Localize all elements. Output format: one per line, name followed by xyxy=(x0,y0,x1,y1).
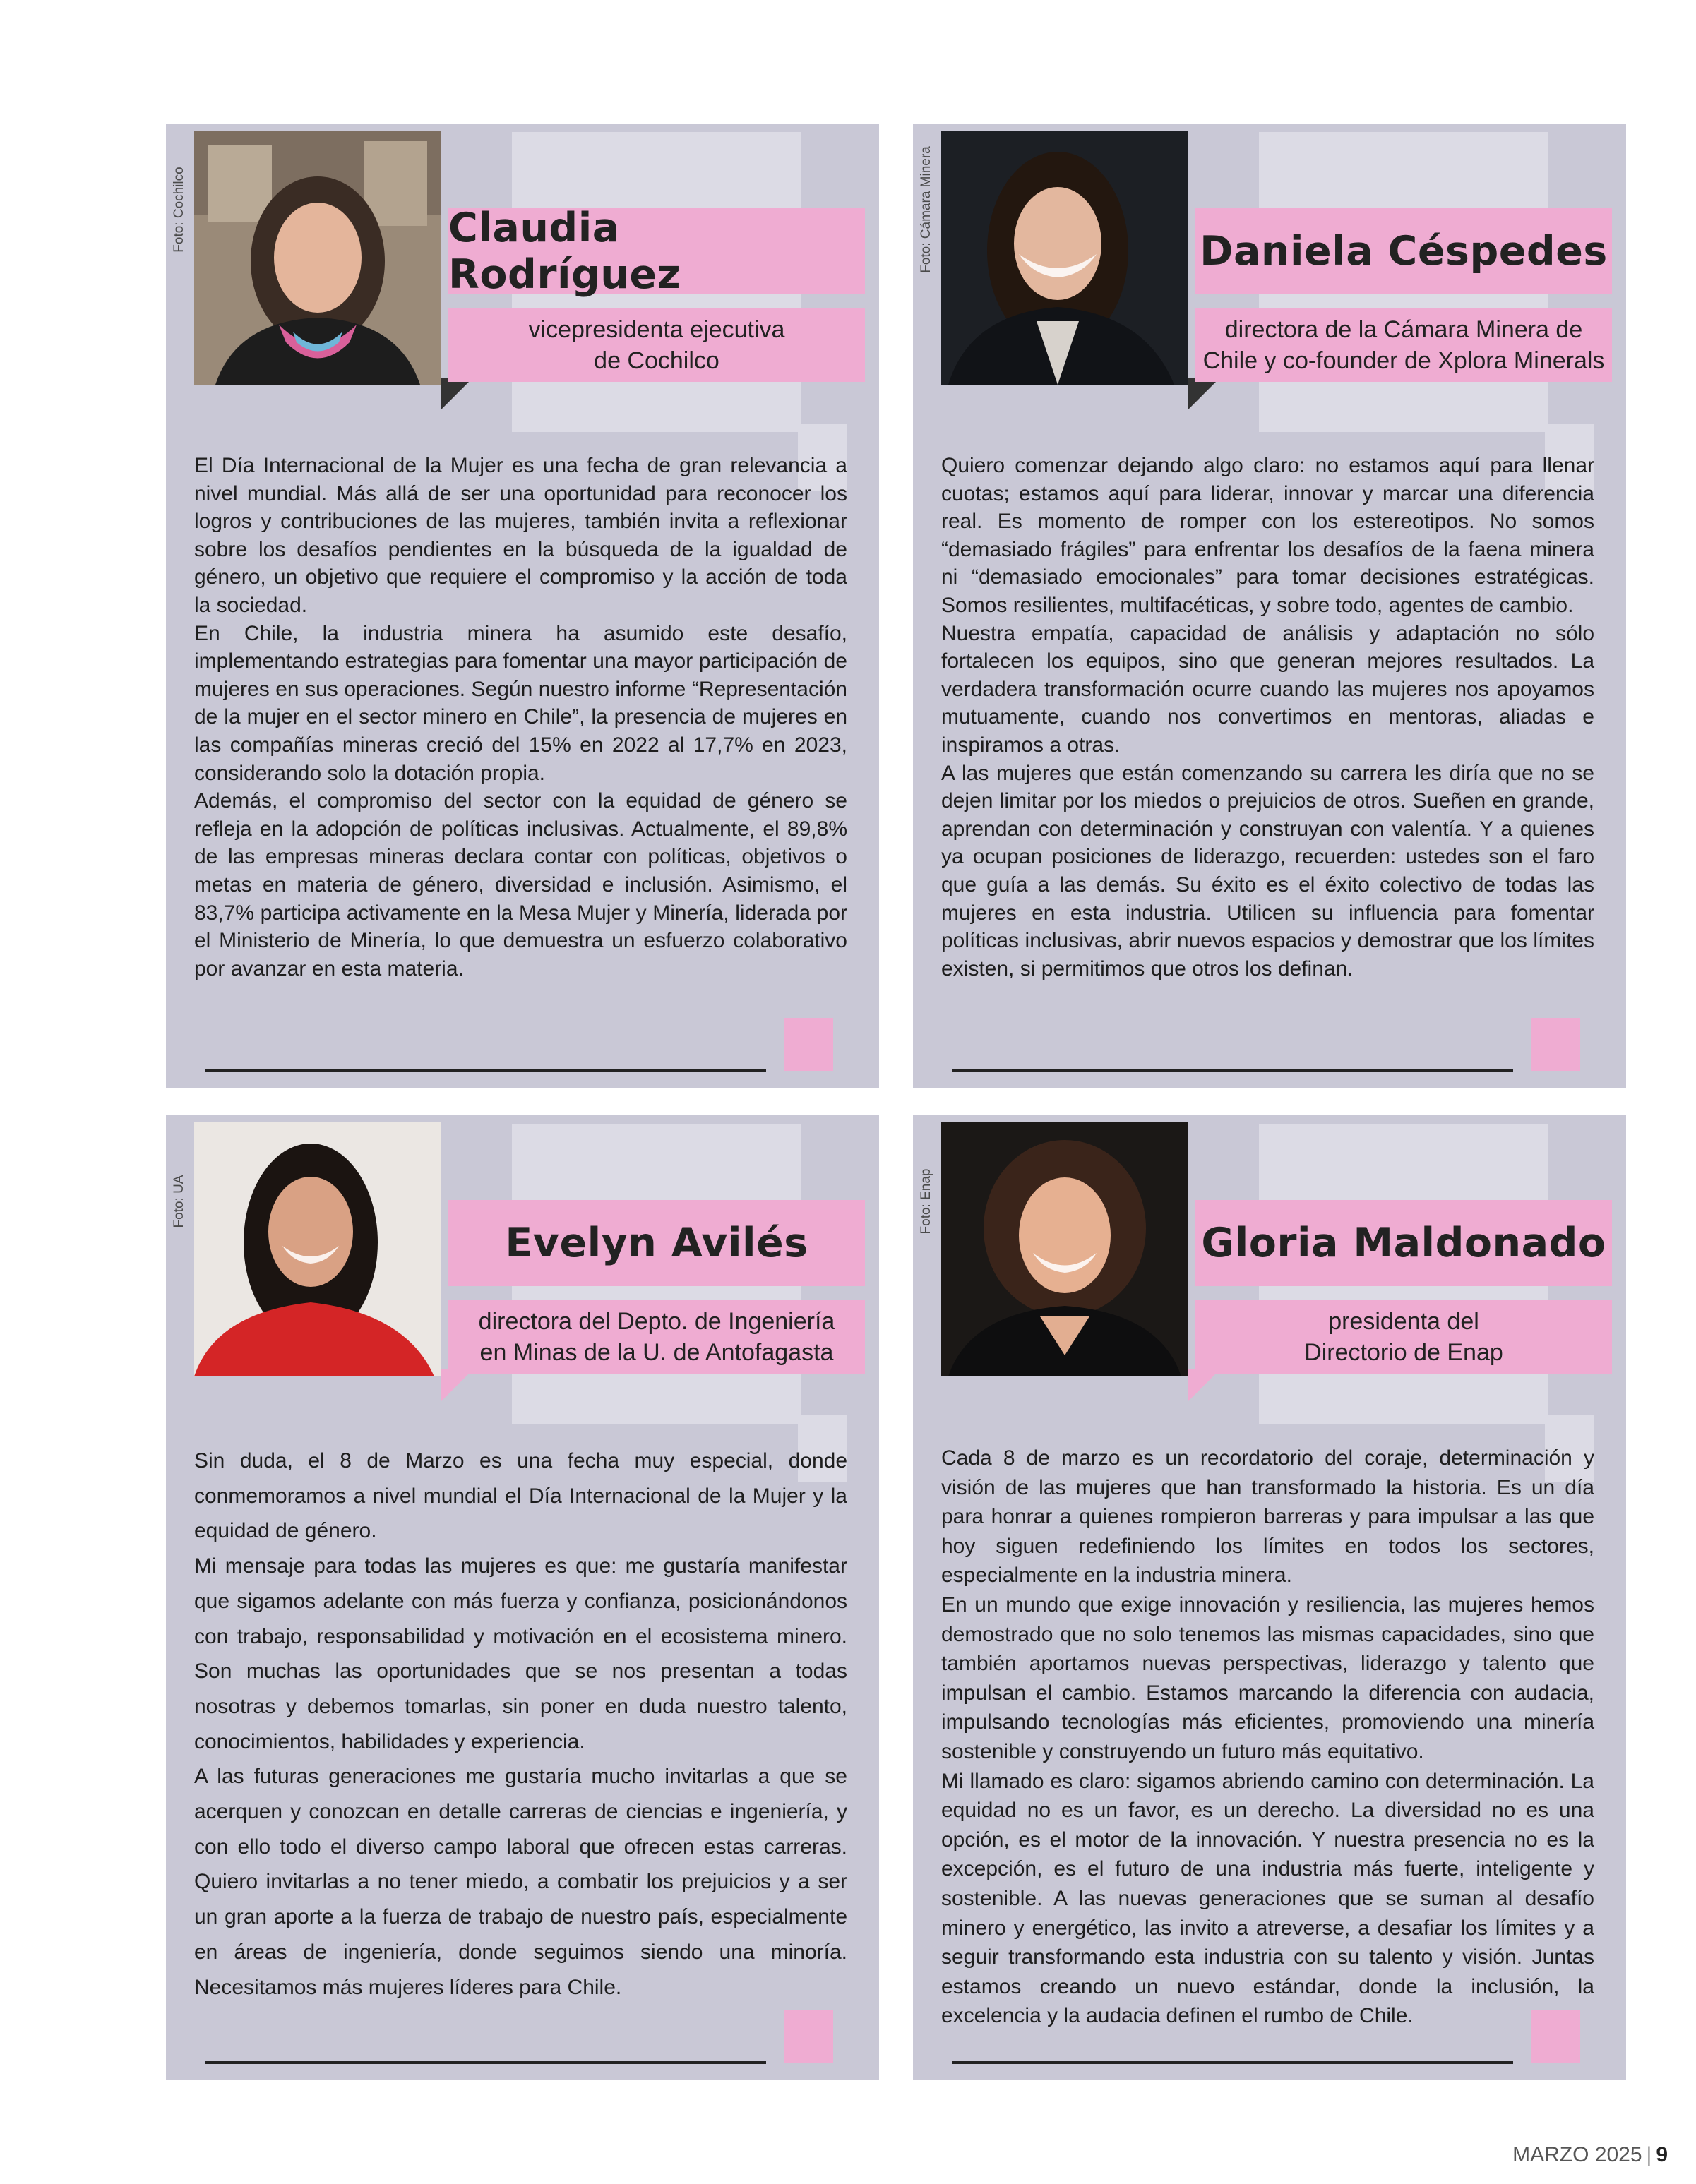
divider-rule xyxy=(952,1069,1513,1072)
speech-tail xyxy=(441,1369,473,1401)
person-role: directora del Depto. de Ingeniería en Minas de la U. de Antofagasta xyxy=(478,1308,835,1366)
person-name: Claudia Rodríguez xyxy=(448,205,681,298)
speech-tail xyxy=(1188,378,1220,409)
photo-credit: Foto: Enap xyxy=(919,1168,933,1235)
person-name: Evelyn Avilés xyxy=(505,1220,808,1266)
issue-date: MARZO 2025 xyxy=(1512,2143,1642,2166)
profile-card-gloria xyxy=(913,1115,1626,2080)
person-role-box xyxy=(448,1300,865,1374)
decorative-pink-square xyxy=(784,2010,833,2063)
paragraph: En Chile, la industria minera ha asumido este desafío, implementando estrategias para fomentar una mayor participación de mujeres en sus operaciones. Según nuestro informe “Representación de la mujer en el sector minero en Chile”, la presencia de mujeres en las compañías mineras creció del 15% en 2022 al 17,7% en 2023, considerando solo la dotación propia. xyxy=(194,621,847,785)
paragraph: Sin duda, el 8 de Marzo es una fecha muy especial, donde conmemoramos a nivel mundial el Día Internacional de la Mujer y la equidad de género. xyxy=(194,1449,847,1543)
page-number: 9 xyxy=(1656,2143,1668,2166)
paragraph: Además, el compromiso del sector con la equidad de género se refleja en la adopción de políticas inclusivas. Actualmente, el 89,8% de las empresas mineras declara contar con políticas, objetivos o metas en materia de género, diversidad e inclusión. Asimismo, el 83,7% participa activamente en la Mesa Mujer y Minería, liderada por el Ministerio de Minería, lo que demuestra un esfuerzo colaborativo por avanzar en esta materia. xyxy=(194,789,847,980)
person-role-box xyxy=(1195,308,1612,382)
person-name: Gloria Maldonado xyxy=(1201,1220,1606,1266)
person-name-box xyxy=(1195,1200,1612,1286)
person-name: Daniela Céspedes xyxy=(1200,228,1608,275)
portrait-photo xyxy=(941,1122,1188,1376)
paragraph: Mi llamado es claro: sigamos abriendo camino con determinación. La equidad no es un favor, es un derecho. La diversidad no es una opción, es el motor de la innovación. Y nuestra presencia no es la excepción, es el futuro de una industria más fuerte, inteligente y sostenible. A las nuevas generaciones que se suman al desafío minero y energético, las invito a atreverse, a desafiar los límites y a seguir transformando esta industria con su talento y visión. Juntas estamos creando un nuevo estándar, donde la inclusión, la excelencia y la audacia definen el rumbo de Chile. xyxy=(941,1769,1594,2028)
person-role-box xyxy=(448,308,865,382)
person-role: directora de la Cámara Minera de Chile y co-founder de Xplora Minerals xyxy=(1202,316,1605,374)
photo-credit: Foto: Cámara Minera xyxy=(919,146,933,273)
footer-separator: | xyxy=(1646,2143,1652,2166)
decorative-pink-square xyxy=(1531,1018,1580,1071)
photo-credit: Foto: Cochilco xyxy=(172,167,186,253)
person-name-box xyxy=(1195,208,1612,294)
paragraph: A las mujeres que están comenzando su carrera les diría que no se dejen limitar por los miedos o prejuicios de otros. Sueñen en grande, aprendan con determinación y construyan con valentía. Y a quienes ya ocupan posiciones de liderazgo, recuerden: ustedes son el faro que guía a las demás. Su éxito es el éxito colectivo de todas las mujeres en esta industria. Utilicen su influencia para fomentar políticas inclusivas, abrir nuevos espacios y demostrar que los límites existen, si permitimos que otros los definan. xyxy=(941,761,1594,980)
speech-tail xyxy=(441,378,473,409)
paragraph: El Día Internacional de la Mujer es una fecha de gran relevancia a nivel mundial. Más allá de ser una oportunidad para reconocer los logros y contribuciones de las mujeres, también invita a reflexionar sobre los desafíos pendientes en la búsqueda de la igualdad de género, un objetivo que requiere el compromiso y la acción de toda la sociedad. xyxy=(194,454,847,617)
profile-card-daniela xyxy=(913,124,1626,1088)
paragraph: Nuestra empatía, capacidad de análisis y adaptación no sólo fortalecen los equipos, sino que generan mejores resultados. La verdadera transformación ocurre cuando las mujeres nos apoyamos mutuamente, cuando nos convertimos en mentoras, aliadas e inspiramos a otras. xyxy=(941,621,1594,757)
portrait-photo xyxy=(941,131,1188,385)
decorative-pink-square xyxy=(784,1018,833,1071)
divider-rule xyxy=(205,2061,766,2064)
quote-body xyxy=(941,452,1594,983)
paragraph: A las futuras generaciones me gustaría mucho invitarlas a que se acerquen y conozcan en detalle carreras de ciencias e ingeniería, y con ello todo el diverso campo laboral que ofrecen estas carreras. Quiero invitarlas a no tener miedo, a combatir los prejuicios y a ser un gran aporte a la fuerza de trabajo de nuestro país, especialmente en áreas de ingeniería, donde seguimos siendo una minoría. Necesitamos más mujeres líderes para Chile. xyxy=(194,1765,847,1999)
person-role: presidenta del Directorio de Enap xyxy=(1304,1308,1503,1366)
photo-credit: Foto: UA xyxy=(172,1175,186,1228)
quote-body xyxy=(194,452,847,983)
page-footer xyxy=(1512,2143,1668,2167)
person-name-box xyxy=(448,1200,865,1286)
paragraph: Quiero comenzar dejando algo claro: no estamos aquí para llenar cuotas; estamos aquí para liderar, innovar y marcar una diferencia real. Es momento de romper con los estereotipos. No somos “demasiado frágiles” para enfrentar los desafíos de la faena minera ni “demasiado emocionales” para tomar decisiones estratégicas. Somos resilientes, multifacéticas, y sobre todo, agentes de cambio. xyxy=(941,454,1594,617)
speech-tail xyxy=(1188,1369,1220,1401)
person-name-box xyxy=(448,205,865,298)
person-role-box xyxy=(1195,1300,1612,1374)
portrait-photo xyxy=(194,131,441,385)
portrait-photo xyxy=(194,1122,441,1376)
divider-rule xyxy=(205,1069,766,1072)
quote-body xyxy=(941,1444,1594,2031)
person-role: vicepresidenta ejecutiva de Cochilco xyxy=(528,316,785,374)
profile-card-evelyn xyxy=(166,1115,879,2080)
paragraph: En un mundo que exige innovación y resiliencia, las mujeres hemos demostrado que no solo tenemos las mismas capacidades, sino que también aportamos nuevas perspectivas, liderazgo y talento que impulsan el cambio. Estamos marcando la diferencia con audacia, impulsando tecnologías más eficientes, promoviendo una minería sostenible y construyendo un futuro más equitativo. xyxy=(941,1592,1594,1763)
paragraph: Mi mensaje para todas las mujeres es que: me gustaría manifestar que sigamos adelante con más fuerza y confianza, posicionándonos con trabajo, responsabilidad y motivación en el ecosistema minero. Son muchas las oportunidades que se nos presentan a todas nosotras y debemos tomarlas, sin poner en duda nuestro talento, conocimientos, habilidades y experiencia. xyxy=(194,1554,847,1753)
divider-rule xyxy=(952,2061,1513,2064)
quote-body xyxy=(194,1444,847,2005)
paragraph: Cada 8 de marzo es un recordatorio del coraje, determinación y visión de las mujeres que han transformado la historia. Es un día para honrar a quienes rompieron barreras y para impulsar a las que hoy siguen redefiniendo los límites en todos los sectores, especialmente en la industria minera. xyxy=(941,1446,1594,1588)
profile-card-claudia xyxy=(166,124,879,1088)
